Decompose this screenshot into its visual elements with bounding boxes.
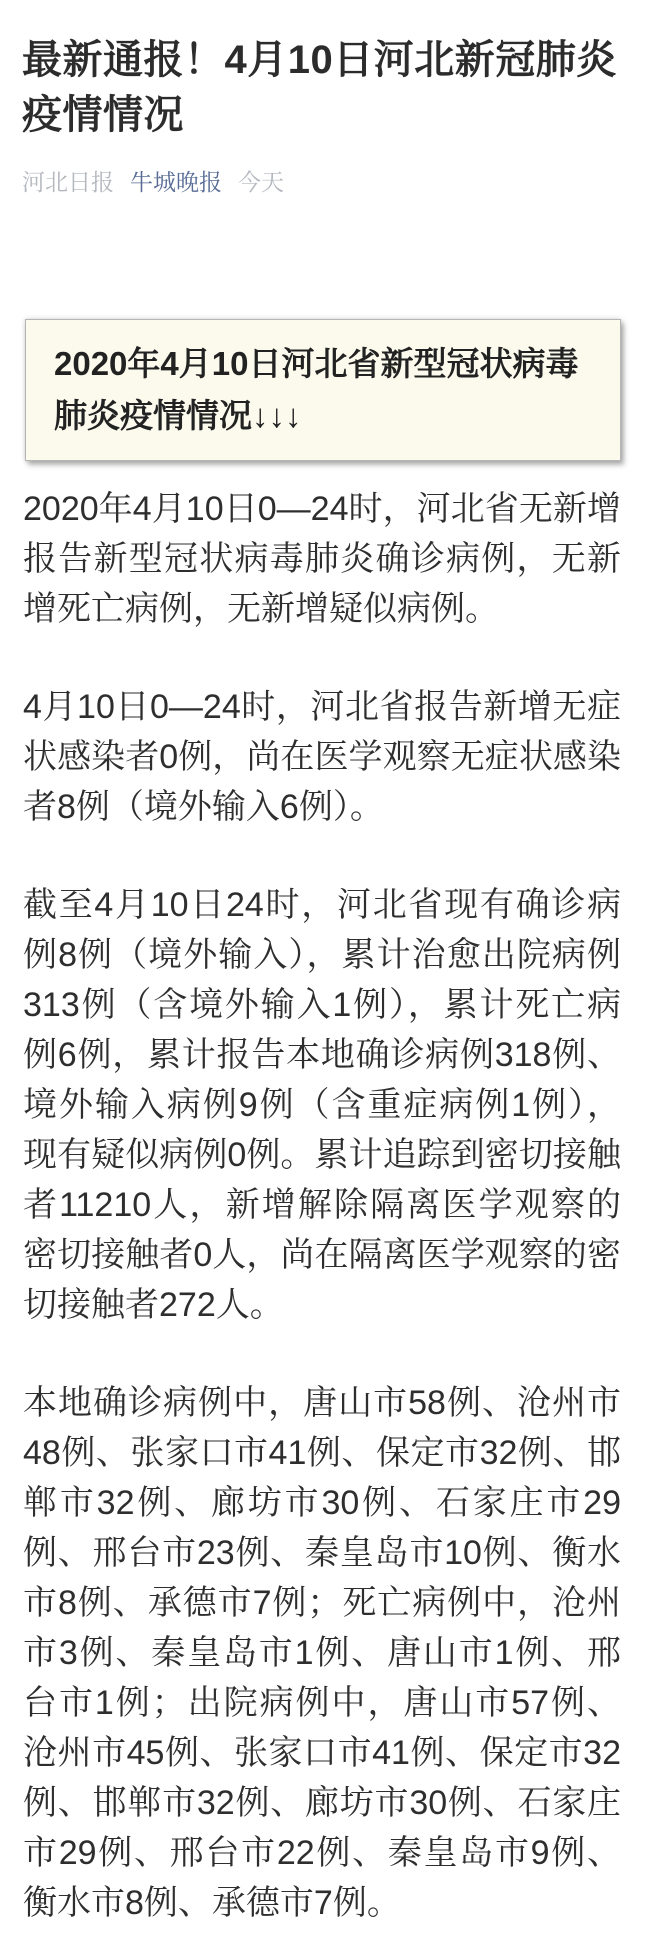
paragraph-city-breakdown: 本地确诊病例中，唐山市58例、沧州市48例、张家口市41例、保定市32例、邯郸市32例、廊坊市30例、石家庄市29例、邢台市23例、秦皇岛市10例、衡水市8例、承德市7例；死亡病例中，沧州市3例、秦皇岛市1例、唐山市1例、邢台市1例；出院病例中，唐山市57例、沧州市45例、张家口市41例、保定市32例、邯郸市32例、廊坊市30例、石家庄市29例、邢台市22例、秦皇岛市9例、衡水市8例、承德市7例。 [23, 1384, 621, 1922]
notice-box [25, 319, 621, 461]
article-title: 最新通报！4月10日河北新冠肺炎疫情情况 [22, 38, 617, 137]
paragraph-cumulative-stats: 截至4月10日24时，河北省现有确诊病例8例（境外输入），累计治愈出院病例313例（含境外输入1例），累计死亡病例6例，累计报告本地确诊病例318例、境外输入病例9例（含重症病例1例），现有疑似病例0例。累计追踪到密切接触者11210人，新增解除隔离医学观察的密切接触者0人，尚在隔离医学观察的密切接触者272人。 [23, 886, 621, 1324]
byline-source: 河北日报 [22, 169, 114, 195]
byline-date: 今天 [238, 169, 284, 195]
paragraph-new-cases: 2020年4月10日0—24时，河北省无新增报告新型冠状病毒肺炎确诊病例，无新增死亡病例，无新增疑似病例。 [23, 490, 621, 628]
byline-account-link[interactable]: 牛城晚报 [130, 169, 222, 195]
byline [22, 167, 623, 197]
article-page [0, 33, 645, 1928]
notice-text: 2020年4月10日河北省新型冠状病毒肺炎疫情情况↓↓↓ [54, 345, 579, 434]
paragraph-asymptomatic: 4月10日0—24时，河北省报告新增无症状感染者0例，尚在医学观察无症状感染者8例（境外输入6例）。 [23, 688, 621, 826]
